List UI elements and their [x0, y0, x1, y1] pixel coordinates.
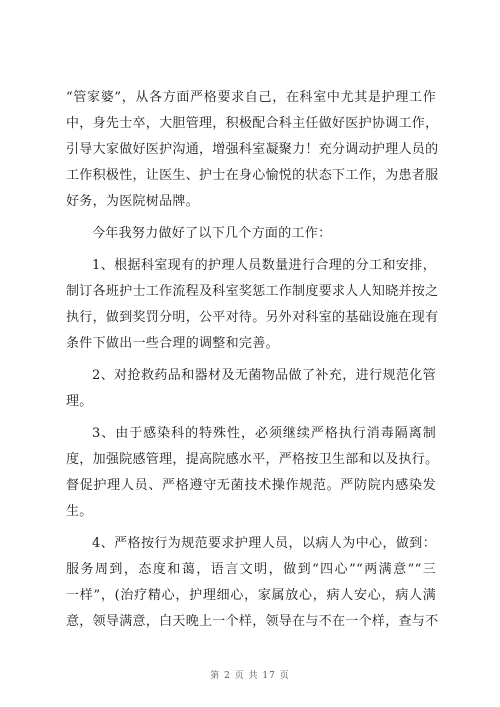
paragraph-item-3 [66, 421, 439, 525]
paragraph-item-4 [66, 531, 439, 635]
text-line: 理。 [66, 394, 93, 409]
text-line: 2、对抢救药品和器材及无菌物品做了补充，进行规范化管 [92, 368, 436, 383]
text-line: 条件下做出一些合理的调整和完善。 [66, 336, 279, 351]
paragraph-item-1 [66, 253, 439, 357]
paragraph-intro [66, 85, 439, 215]
text-line: 中，身先士卒，大胆管理，积极配合科主任做好医护协调工作， [66, 116, 439, 131]
text-line: 1、根据科室现有的护理人员数量进行合理的分工和安排， [92, 258, 436, 273]
text-line: 好务，为医院树品牌。 [66, 194, 200, 209]
text-line: “管家婆”，从各方面严格要求自己，在科室中尤其是护理工作 [66, 90, 436, 105]
text-line: 服务周到，态度和蔼，语言文明，做到“四心”“两满意”“三 [66, 562, 436, 577]
text-line: 一样”，(治疗精心，护理细心，家属放心，病人安心，病人满 [66, 588, 436, 603]
text-line: 执行，做到奖罚分明，公平对待。另外对科室的基础设施在现有 [66, 310, 439, 325]
paragraph-item-2 [66, 363, 436, 415]
text-line: 意，领导满意，白天晚上一个样，领导在与不在一个样，查与不 [66, 614, 439, 629]
paragraph-summary-heading [66, 221, 436, 247]
document-body [66, 85, 439, 641]
page-number-footer: 第 2 页 共 17 页 [210, 671, 290, 681]
text-line: 4、严格按行为规范要求护理人员，以病人为中心，做到： [92, 536, 436, 551]
text-line: 生。 [66, 504, 93, 519]
text-line: 今年我努力做好了以下几个方面的工作： [92, 226, 332, 241]
text-line: 引导大家做好医护沟通，增强科室凝聚力！充分调动护理人员的 [66, 142, 439, 157]
text-line: 督促护理人员、严格遵守无菌技术操作规范。严防院内感染发 [66, 478, 436, 493]
text-line: 度，加强院感管理，提高院感水平，严格按卫生部和以及执行。 [66, 452, 439, 467]
text-line: 3、由于感染科的特殊性，必须继续严格执行消毒隔离制 [92, 426, 436, 441]
text-line: 工作积极性，让医生、护士在身心愉悦的状态下工作，为患者服 [66, 168, 439, 183]
text-line: 制订各班护士工作流程及科室奖惩工作制度要求人人知晓并按之 [66, 284, 439, 299]
